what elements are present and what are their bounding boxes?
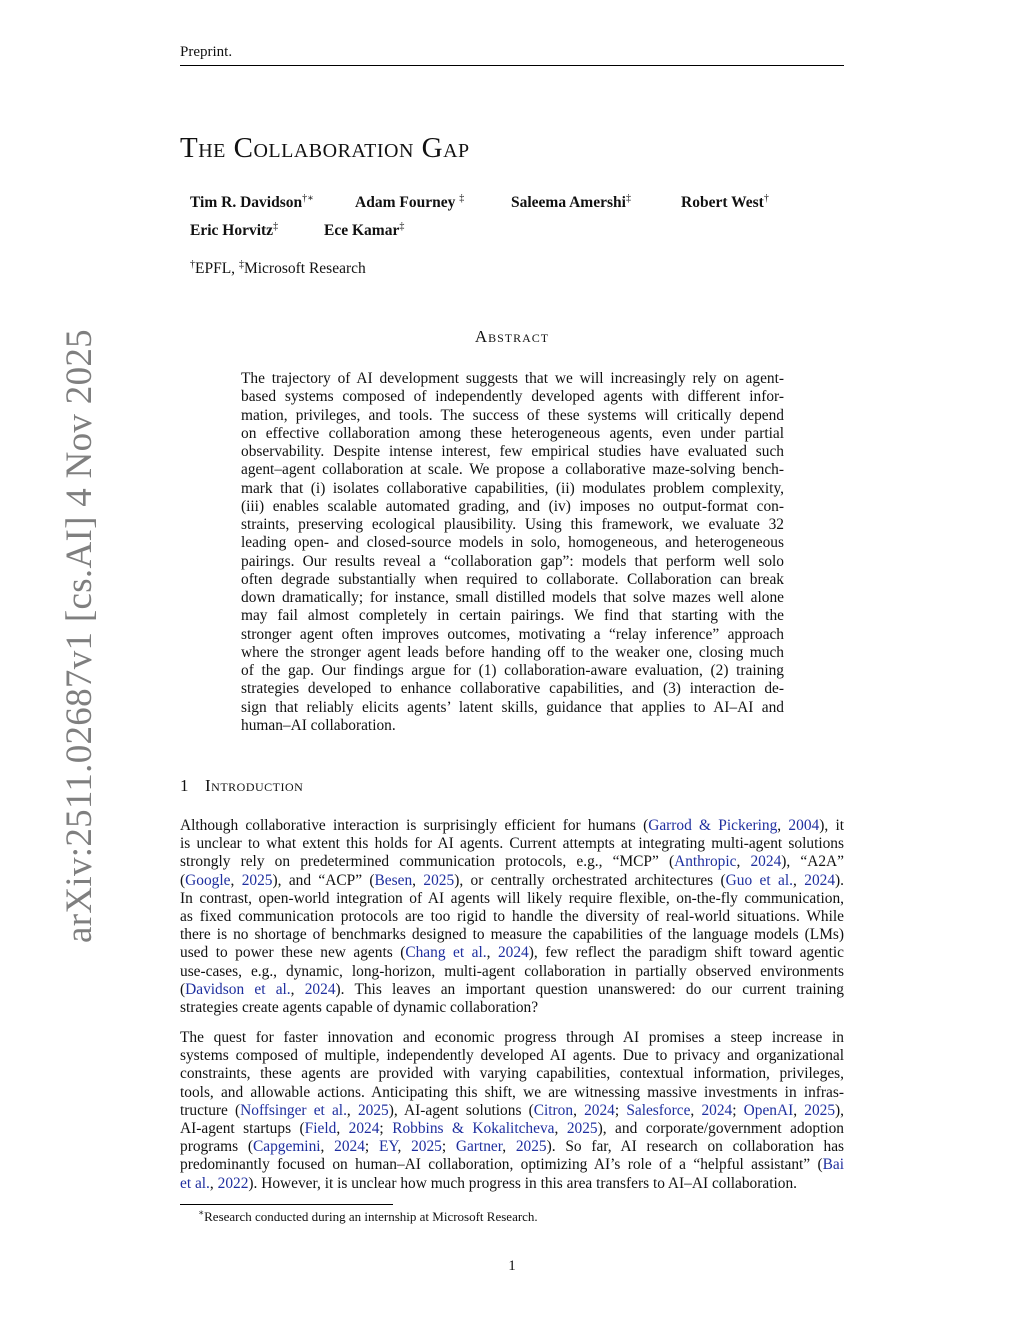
citation-link[interactable]: Salesforce bbox=[626, 1101, 691, 1119]
section-heading-introduction bbox=[180, 776, 303, 796]
text-run: , bbox=[230, 871, 242, 889]
text-run: , bbox=[209, 1174, 218, 1192]
text-run: , bbox=[346, 1101, 358, 1119]
footnote-mark: ∗ bbox=[198, 1207, 205, 1218]
abstract-line: where the stronger agent leads before handing off to the weaker one, closing much bbox=[241, 643, 784, 661]
paragraph-line bbox=[180, 890, 844, 908]
text-run: , bbox=[793, 871, 805, 889]
paper-title: The Collaboration Gap bbox=[180, 132, 470, 164]
text-run: predominantly focused on human–AI collaboration, optimizing AI’s role of a “helpful assistant” ( bbox=[180, 1156, 823, 1174]
author-1 bbox=[190, 194, 314, 212]
citation-link[interactable]: 2024 bbox=[348, 1120, 380, 1137]
affiliation-mark: ‡ bbox=[238, 258, 244, 270]
citation-link[interactable]: 2025 bbox=[566, 1120, 598, 1137]
citation-link[interactable]: Gartner bbox=[455, 1138, 503, 1156]
paragraph-line bbox=[180, 853, 844, 871]
text-run: , bbox=[793, 1101, 805, 1119]
text-run: ), bbox=[835, 1101, 845, 1119]
text-run: use-cases, e.g., dynamic, long-horizon, multi-agent collaboration in partially observed environments bbox=[180, 962, 844, 980]
affiliation-mark: † bbox=[190, 258, 195, 270]
citation-link[interactable]: 2025 bbox=[411, 1138, 442, 1156]
text-run: Although collaborative interaction is surprisingly efficient for humans ( bbox=[180, 817, 649, 834]
text-run: strongly rely on predetermined communication protocols, e.g., “MCP” ( bbox=[180, 853, 675, 871]
paragraph-line bbox=[180, 872, 844, 890]
text-run: constraints, these agents are provided with varying capabilities, contextual information, privileges, bbox=[180, 1065, 844, 1083]
text-run: ; bbox=[379, 1120, 393, 1137]
text-run: , bbox=[486, 944, 498, 962]
text-run: , bbox=[573, 1101, 585, 1119]
abstract-line: stronger agent often improves outcomes, motivating a “relay inference” approach bbox=[241, 625, 784, 643]
text-run: , bbox=[290, 980, 305, 998]
affiliations bbox=[190, 260, 366, 278]
text-run: ( bbox=[180, 980, 186, 998]
text-run: there is no shortage of benchmarks designed to measure the capabilities of the language models (LMs) bbox=[180, 926, 844, 944]
text-run: used to power these new agents ( bbox=[180, 944, 406, 962]
citation-link[interactable]: EY bbox=[378, 1138, 398, 1156]
text-run: ; bbox=[732, 1101, 744, 1119]
author-name: Robert West bbox=[681, 194, 764, 211]
text-run: ), and corporate/government adoption bbox=[597, 1120, 844, 1137]
citation-link[interactable]: 2024 bbox=[304, 980, 336, 998]
author-3 bbox=[511, 194, 631, 212]
author-6 bbox=[324, 222, 404, 240]
running-head: Preprint. bbox=[180, 44, 233, 60]
citation-link[interactable]: 2025 bbox=[804, 1101, 836, 1119]
citation-link[interactable]: 2025 bbox=[241, 871, 273, 889]
abstract-line: leading open- and closed-source models in solo, homogeneous, and heterogeneous bbox=[241, 534, 784, 552]
author-affiliation-mark: †∗ bbox=[302, 192, 314, 204]
author-affiliation-mark: † bbox=[763, 192, 769, 204]
section-number: 1 bbox=[180, 776, 189, 795]
abstract-line: observability. Despite intense interest, few empirical studies have evaluated such bbox=[241, 443, 784, 460]
paragraph-line bbox=[180, 1156, 844, 1174]
text-run: strategies create agents capable of dynamic collaboration? bbox=[180, 999, 539, 1016]
citation-link[interactable]: Noffsinger et al. bbox=[240, 1101, 347, 1119]
paragraph-line bbox=[180, 963, 844, 981]
text-run: ), and “ACP” ( bbox=[272, 871, 375, 889]
text-run: tools, and allowable actions. Anticipating this shift, we are witnessing massive investments in infras- bbox=[180, 1083, 844, 1101]
abstract-line: human–AI collaboration. bbox=[241, 716, 396, 734]
author-5 bbox=[190, 222, 278, 240]
citation-link[interactable]: Bai bbox=[822, 1156, 844, 1174]
text-run: In contrast, open-world integration of AI agents will likely require flexible, on-the-fly communication, bbox=[180, 889, 844, 907]
abstract-line: down dramatically; for instance, small distilled models that solve mazes well alone bbox=[241, 589, 784, 606]
abstract-line: may fail almost completely in certain pairings. We find that starting with the bbox=[241, 607, 784, 625]
abstract-line: pairings. Our results reveal a “collaboration gap”: models that perform well solo bbox=[241, 552, 784, 570]
page-number: 1 bbox=[508, 1258, 516, 1274]
section-title: Introduction bbox=[205, 776, 304, 795]
paragraph-line bbox=[180, 1029, 844, 1047]
abstract-line: The trajectory of AI development suggests that we will increasingly rely on agent- bbox=[241, 370, 784, 387]
text-run: ; bbox=[614, 1101, 627, 1119]
text-run: ), it bbox=[819, 817, 844, 834]
abstract-line: of the gap. Our findings argue for (1) collaboration-aware evaluation, (2) training bbox=[241, 662, 784, 679]
text-run: ( bbox=[180, 871, 186, 889]
abstract-line: straints, preserving ecological plausibility. Using this framework, we evaluate 32 bbox=[241, 516, 784, 533]
paragraph-line bbox=[180, 1175, 844, 1193]
abstract-line: often degrade substantially when required to collaborate. Collaboration can break bbox=[241, 570, 784, 588]
paragraph-line bbox=[180, 835, 844, 853]
abstract-line: mation, privileges, and tools. The success of these systems will critically depend bbox=[241, 406, 784, 424]
author-name: Ece Kamar bbox=[324, 222, 400, 239]
text-run: ), AI-agent solutions ( bbox=[388, 1101, 534, 1119]
citation-link[interactable]: OpenAI bbox=[743, 1101, 794, 1119]
affiliation-epfl: EPFL, bbox=[195, 260, 239, 277]
text-run: ). This leaves an important question unanswered: do our current training bbox=[335, 980, 844, 998]
text-run: ), few reflect the paradigm shift toward agentic bbox=[528, 944, 845, 962]
citation-link[interactable]: Guo et al. bbox=[725, 871, 794, 889]
citation-link[interactable]: 2004 bbox=[788, 817, 820, 834]
paragraph-line bbox=[180, 1084, 844, 1102]
citation-link[interactable]: 2025 bbox=[423, 871, 455, 889]
paragraph-line bbox=[180, 817, 844, 835]
paragraph-line bbox=[180, 1102, 844, 1120]
abstract-line: on effective collaboration among these heterogeneous agents, even under partial bbox=[241, 424, 784, 442]
author-name: Adam Fourney bbox=[355, 194, 456, 211]
citation-link[interactable]: 2024 bbox=[701, 1101, 733, 1119]
text-run: as fixed communication protocols are too rigid to handle the diversity of real-world situations. While bbox=[180, 908, 844, 925]
citation-link[interactable]: 2024 bbox=[334, 1138, 365, 1156]
footnote bbox=[198, 1209, 538, 1225]
text-run: ). bbox=[835, 871, 845, 889]
text-run: , bbox=[412, 871, 424, 889]
paragraph-line bbox=[180, 999, 844, 1017]
citation-link[interactable]: 2024 bbox=[804, 871, 836, 889]
author-affiliation-mark: ‡ bbox=[399, 220, 405, 232]
abstract-line: based systems composed of independently developed agents with different infor- bbox=[241, 388, 784, 406]
text-run: programs ( bbox=[180, 1138, 253, 1156]
paragraph-line bbox=[180, 1138, 844, 1156]
citation-link[interactable]: Google bbox=[185, 871, 231, 889]
text-run: , bbox=[777, 817, 789, 834]
text-run: ), “A2A” bbox=[781, 853, 844, 871]
citation-link[interactable]: 2024 bbox=[750, 853, 782, 871]
citation-link[interactable]: Besen bbox=[374, 871, 413, 889]
footnote-text: Research conducted during an internship at Microsoft Research. bbox=[204, 1209, 538, 1224]
citation-link[interactable]: Anthropic bbox=[674, 853, 737, 871]
citation-link[interactable]: Davidson et al. bbox=[185, 980, 291, 998]
text-run: , bbox=[336, 1120, 349, 1137]
citation-link[interactable]: 2025 bbox=[357, 1101, 389, 1119]
citation-link[interactable]: Chang et al. bbox=[405, 944, 487, 962]
text-run: , bbox=[736, 853, 751, 871]
text-run: , bbox=[397, 1138, 412, 1156]
text-run: AI-agent startups ( bbox=[180, 1120, 305, 1137]
author-affiliation-mark: ‡ bbox=[273, 220, 279, 232]
abstract-line: agent–agent collaboration at scale. We propose a collaborative maze-solving bench- bbox=[241, 461, 784, 479]
author-affiliation-mark: ‡ bbox=[625, 192, 631, 204]
paragraph-line bbox=[180, 981, 844, 999]
paragraph-line bbox=[180, 908, 844, 926]
author-name: Tim R. Davidson bbox=[190, 194, 303, 211]
affiliation-microsoft: Microsoft Research bbox=[243, 260, 366, 277]
abstract-line: mark that (i) isolates collaborative capabilities, (ii) modulates problem complexity, bbox=[241, 479, 784, 497]
text-run: ; bbox=[364, 1138, 379, 1156]
paragraph-line bbox=[180, 926, 844, 944]
paragraph-line bbox=[180, 944, 844, 962]
text-run: is unclear to what extent this holds for AI agents. Current attempts at integrating multi-agent solutions bbox=[180, 835, 844, 853]
text-run: ), or centrally orchestrated architectures ( bbox=[454, 871, 726, 889]
author-name: Saleema Amershi bbox=[511, 194, 626, 211]
footnote-rule bbox=[180, 1204, 393, 1205]
author-affiliation-mark: ‡ bbox=[459, 192, 465, 204]
text-run: , bbox=[320, 1138, 335, 1156]
paragraph-line bbox=[180, 1065, 844, 1083]
text-run: , bbox=[502, 1138, 516, 1156]
text-run: tructure ( bbox=[180, 1101, 241, 1119]
text-run: systems composed of multiple, independently developed AI agents. Due to privacy and organizational bbox=[180, 1047, 844, 1065]
citation-link[interactable]: Capgemini bbox=[253, 1138, 321, 1156]
citation-link[interactable]: Field bbox=[304, 1120, 337, 1137]
citation-link[interactable]: Garrod & Pickering bbox=[648, 817, 778, 834]
header-rule bbox=[180, 65, 844, 66]
citation-link[interactable]: 2024 bbox=[584, 1101, 615, 1119]
citation-link[interactable]: 2022 bbox=[217, 1174, 249, 1192]
text-run: The quest for faster innovation and economic progress through AI promises a steep increase in bbox=[180, 1029, 844, 1046]
citation-link[interactable]: et al. bbox=[180, 1174, 210, 1192]
citation-link[interactable]: Citron bbox=[533, 1101, 574, 1119]
author-4 bbox=[681, 194, 769, 212]
text-run: , bbox=[690, 1101, 702, 1119]
abstract-line: (iii) enables scalable automated grading, and (iv) imposes no output-format con- bbox=[241, 497, 784, 515]
abstract-line: strategies developed to enhance collaborative capabilities, and (3) interaction de- bbox=[241, 680, 784, 698]
citation-link[interactable]: 2025 bbox=[515, 1138, 547, 1156]
text-run: , bbox=[554, 1120, 567, 1137]
citation-link[interactable]: Robbins & Kokalitcheva bbox=[392, 1120, 555, 1137]
citation-link[interactable]: 2024 bbox=[497, 944, 529, 962]
arxiv-sidebar-stamp: arXiv:2511.02687v1 [cs.AI] 4 Nov 2025 bbox=[59, 329, 100, 943]
author-2 bbox=[355, 194, 464, 212]
abstract-line: sign that reliably elicits agents’ latent skills, guidance that applies to AI–AI and bbox=[241, 698, 784, 716]
text-run: ; bbox=[441, 1138, 456, 1156]
author-name: Eric Horvitz bbox=[190, 222, 274, 239]
abstract-heading: Abstract bbox=[474, 327, 550, 346]
text-run: ). So far, AI research on collaboration has bbox=[546, 1138, 845, 1156]
text-run: ). However, it is unclear how much progress in this area transfers to AI–AI collaboration. bbox=[248, 1174, 797, 1192]
paragraph-line bbox=[180, 1047, 844, 1065]
paragraph-line bbox=[180, 1120, 844, 1138]
